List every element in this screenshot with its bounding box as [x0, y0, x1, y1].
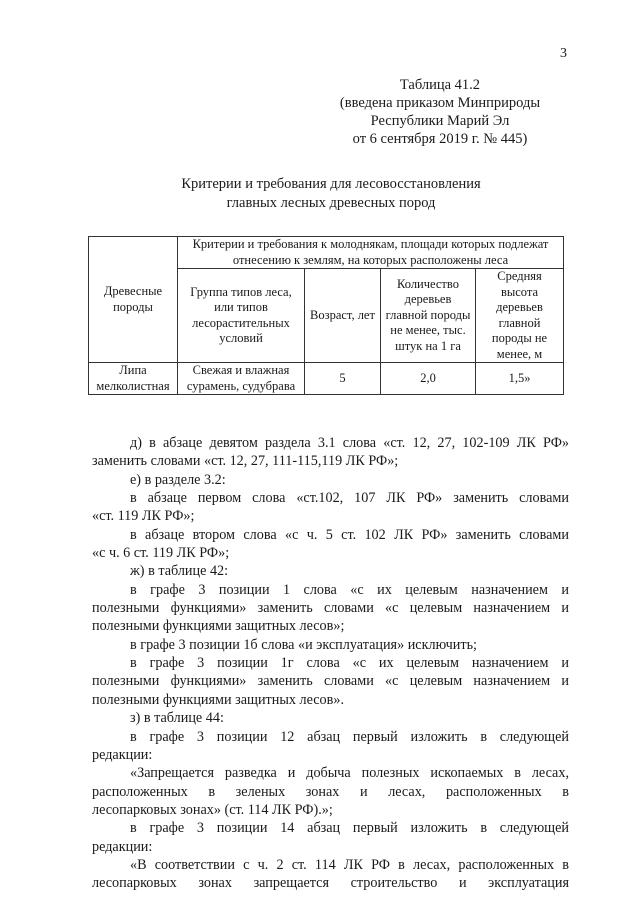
- paragraph-line: заменить словами «ст. 12, 27, 111-115,119 ЛК РФ»;: [92, 453, 399, 470]
- paragraph-line: редакции:: [92, 746, 153, 763]
- paragraph-line: в абзаце втором слова «с ч. 5 ст. 102 ЛК РФ» заменить словами: [130, 526, 569, 543]
- header-forest-type: Группа типов леса, или типов лесорастительных условий: [178, 269, 305, 363]
- paragraph-line: «В соответствии с ч. 2 ст. 114 ЛК РФ в лесах, расположенных в: [130, 856, 569, 873]
- paragraph-line: в графе 3 позиции 14 абзац первый изложить в следующей: [130, 820, 569, 837]
- caption-line: Республики Марий Эл: [370, 113, 510, 129]
- paragraph-line: в графе 3 позиции 1 слова «с их целевым назначением и: [130, 581, 569, 598]
- paragraph-line: редакции:: [92, 838, 153, 855]
- cell-forest-type: Свежая и влажная сурамень, судубрава: [178, 363, 305, 395]
- cell-species: Липа мелколистная: [89, 363, 178, 395]
- table-title: [100, 175, 562, 213]
- paragraph-line: в абзаце первом слова «ст.102, 107 ЛК РФ» заменить словами: [130, 490, 569, 507]
- paragraph-line: полезными функциями» заменить словами «с целевым назначением и: [92, 600, 569, 617]
- cell-height: 1,5»: [476, 363, 564, 395]
- caption-line: (введена приказом Минприроды: [339, 95, 541, 111]
- paragraph-line: з) в таблице 44:: [130, 710, 224, 727]
- paragraph-line: ж) в таблице 42:: [130, 563, 229, 580]
- cell-age: 5: [305, 363, 381, 395]
- header-species: Древесные породы: [89, 237, 178, 363]
- paragraph-line: «с ч. 6 ст. 119 ЛК РФ»;: [92, 545, 230, 562]
- header-age: Возраст, лет: [305, 269, 381, 363]
- header-height: Средняя высота деревьев главной породы не менее, м: [476, 269, 564, 363]
- title-line: главных лесных древесных пород: [226, 195, 436, 211]
- paragraph-line: «ст. 119 ЛК РФ»;: [92, 508, 195, 525]
- table-caption: [300, 76, 580, 148]
- paragraph-line: расположенных в зеленых зонах и лесах, расположенных в: [92, 783, 569, 800]
- body-text: [92, 434, 569, 893]
- paragraph-line: в графе 3 позиции 1г слова «с их целевым назначением и: [130, 655, 569, 672]
- header-count: Количество деревьев главной породы не менее, тыс. штук на 1 га: [381, 269, 476, 363]
- header-group: Критерии и требования к молоднякам, площади которых подлежат отнесению к землям, на которых расположены леса: [178, 237, 564, 269]
- paragraph-line: в графе 3 позиции 12 абзац первый изложить в следующей: [130, 728, 569, 745]
- title-line: Критерии и требования для лесовосстановления: [181, 176, 481, 192]
- table-row: [89, 363, 564, 395]
- paragraph-line: д) в абзаце девятом раздела 3.1 слова «ст. 12, 27, 102-109 ЛК РФ»: [130, 435, 569, 451]
- paragraph-line: е) в разделе 3.2:: [130, 471, 226, 488]
- paragraph-line: лесопарковых зонах» (ст. 114 ЛК РФ).»;: [92, 801, 333, 818]
- caption-line: от 6 сентября 2019 г. № 445): [352, 131, 528, 147]
- paragraph-line: полезными функциями» заменить словами «с целевым назначением и: [92, 673, 569, 690]
- paragraph-line: полезными функциями защитных лесов»;: [92, 618, 345, 635]
- paragraph-line: полезными функциями защитных лесов».: [92, 691, 344, 708]
- page-number: 3: [560, 46, 567, 61]
- caption-line: Таблица 41.2: [399, 77, 481, 93]
- cell-count: 2,0: [381, 363, 476, 395]
- paragraph-line: в графе 3 позиции 1б слова «и эксплуатация» исключить;: [130, 636, 477, 653]
- paragraph-line: лесопарковых зонах запрещается строительство и эксплуатация: [92, 875, 569, 892]
- paragraph-line: «Запрещается разведка и добыча полезных ископаемых в лесах,: [130, 765, 569, 782]
- criteria-table: [88, 236, 564, 395]
